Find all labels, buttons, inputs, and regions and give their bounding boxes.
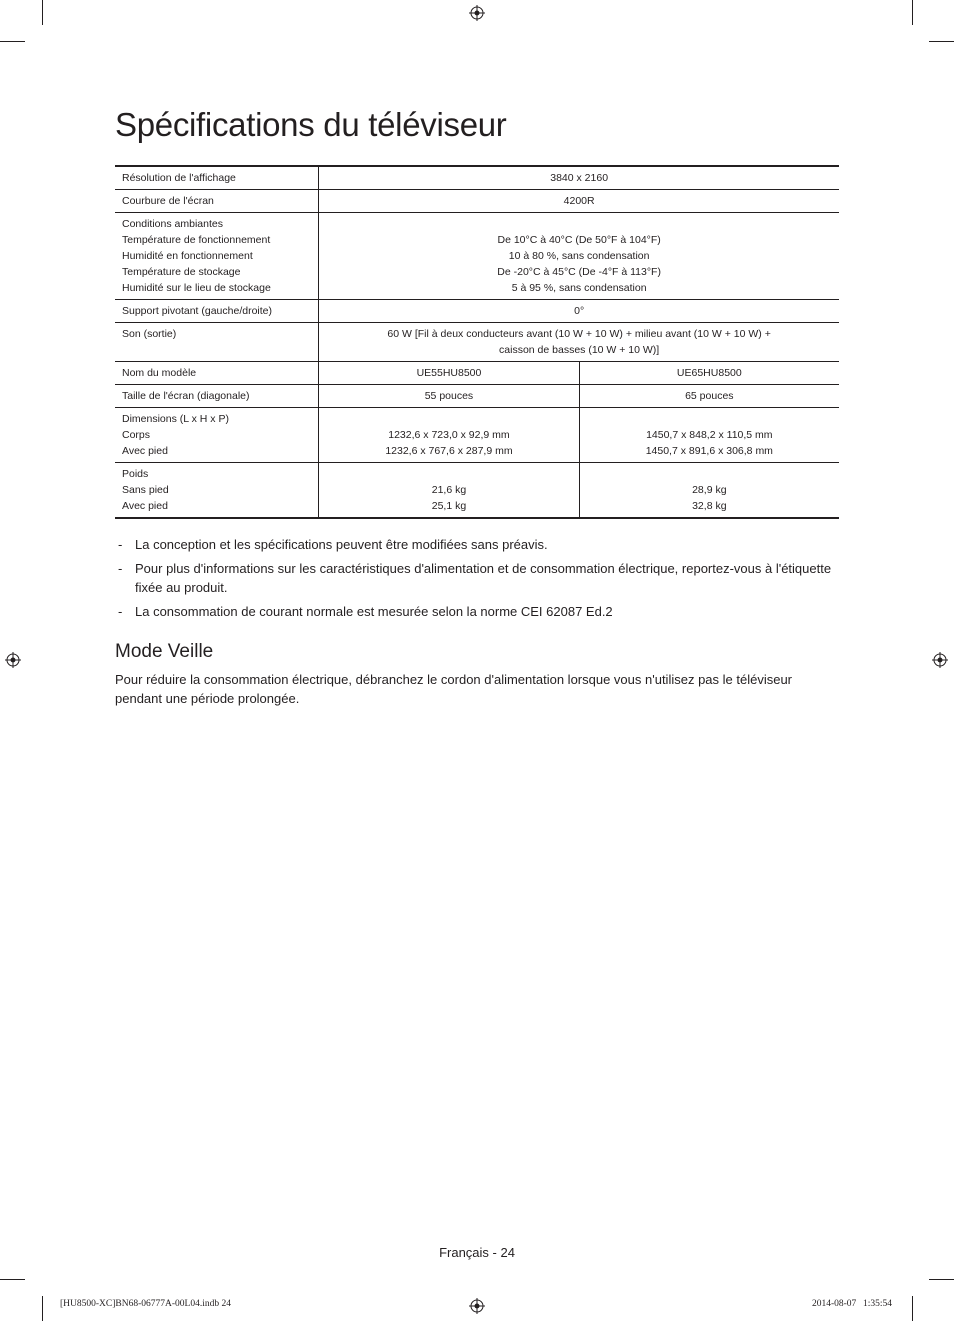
note-dash: -	[118, 604, 123, 619]
spec-row	[115, 300, 839, 323]
spec-label-line: Poids	[122, 468, 149, 480]
spec-value-line: 0°	[574, 305, 585, 317]
crop-mark	[929, 41, 954, 42]
note-item	[115, 602, 839, 621]
note-dash: -	[118, 561, 123, 576]
notes-list	[115, 535, 839, 626]
spec-label-line: Courbure de l'écran	[122, 195, 214, 207]
spec-label	[115, 300, 319, 323]
crop-mark	[42, 0, 43, 25]
spec-label-line: Humidité sur le lieu de stockage	[122, 282, 271, 294]
spec-label-line: Support pivotant (gauche/droite)	[122, 305, 273, 317]
spec-value-line: 1450,7 x 848,2 x 110,5 mm	[646, 429, 773, 441]
spec-value	[579, 385, 839, 408]
spec-value-line: 65 pouces	[685, 390, 734, 402]
spec-value	[579, 408, 839, 463]
spec-value-line: 55 pouces	[424, 390, 474, 402]
standby-heading: Mode Veille	[115, 641, 214, 662]
spec-label-line: Nom du modèle	[122, 367, 197, 379]
spec-row	[115, 362, 839, 385]
spec-value-line: UE55HU8500	[416, 367, 482, 379]
spec-value-line: 4200R	[563, 195, 595, 207]
spec-value	[319, 463, 579, 519]
spec-value	[319, 190, 839, 213]
spec-value-line: caisson de basses (10 W + 10 W)]	[499, 344, 660, 356]
spec-table	[115, 165, 839, 519]
spec-value-line: 1232,6 x 723,0 x 92,9 mm	[388, 429, 510, 441]
spec-value-line	[326, 216, 832, 232]
spec-value-line: 60 W [Fil à deux conducteurs avant (10 W + 10 W) + milieu avant (10 W + 10 W) +	[387, 328, 771, 340]
spec-value	[579, 362, 839, 385]
spec-row	[115, 408, 839, 463]
spec-value-line: 1450,7 x 891,6 x 306,8 mm	[645, 445, 773, 457]
spec-label-line: Corps	[122, 429, 151, 441]
spec-label	[115, 213, 319, 300]
spec-label-line: Conditions ambiantes	[122, 218, 223, 230]
spec-row	[115, 323, 839, 362]
spec-value-line	[326, 466, 571, 482]
registration-mark-icon	[932, 652, 948, 668]
spec-label-line: Dimensions (L x H x P)	[122, 413, 229, 425]
spec-value-line: De -20°C à 45°C (De -4°F à 113°F)	[497, 266, 661, 278]
spec-value-line	[326, 411, 571, 427]
spec-label-line: Son (sortie)	[122, 328, 177, 340]
spec-value-line	[587, 466, 832, 482]
note-text: La conception et les spécifications peuvent être modifiées sans préavis.	[135, 537, 548, 552]
spec-value	[319, 300, 839, 323]
spec-label-line: Avec pied	[122, 445, 168, 457]
crop-mark	[42, 1296, 43, 1321]
spec-row	[115, 166, 839, 190]
spec-label-line: Température de fonctionnement	[122, 234, 271, 246]
registration-mark-icon	[5, 652, 21, 668]
spec-value-line: 32,8 kg	[692, 500, 727, 512]
spec-label	[115, 190, 319, 213]
crop-mark	[0, 41, 25, 42]
spec-value-line: 1232,6 x 767,6 x 287,9 mm	[385, 445, 513, 457]
spec-label-line: Humidité en fonctionnement	[122, 250, 253, 262]
spec-label	[115, 362, 319, 385]
spec-value-line: 3840 x 2160	[550, 172, 609, 184]
spec-value	[319, 213, 839, 300]
spec-value-line	[587, 411, 832, 427]
registration-mark-icon	[469, 5, 485, 21]
spec-row	[115, 463, 839, 519]
crop-mark	[0, 1279, 25, 1280]
spec-label-line: Taille de l'écran (diagonale)	[122, 390, 250, 402]
spec-label	[115, 463, 319, 519]
note-text: La consommation de courant normale est mesurée selon la norme CEI 62087 Ed.2	[135, 604, 613, 619]
crop-mark	[929, 1279, 954, 1280]
crop-mark	[912, 0, 913, 25]
spec-row	[115, 190, 839, 213]
note-dash: -	[118, 537, 123, 552]
spec-value	[319, 323, 839, 362]
spec-label	[115, 385, 319, 408]
spec-value-line: 25,1 kg	[431, 500, 467, 512]
spec-value	[579, 463, 839, 519]
spec-value	[319, 408, 579, 463]
spec-label	[115, 166, 319, 190]
spec-value-line: 5 à 95 %, sans condensation	[511, 282, 647, 294]
spec-value-line: 28,9 kg	[692, 484, 727, 496]
spec-label-line: Résolution de l'affichage	[122, 172, 236, 184]
print-slug-file: [HU8500-XC]BN68-06777A-00L04.indb 24	[60, 1299, 231, 1309]
spec-value	[319, 166, 839, 190]
page-title: Spécifications du téléviseur	[115, 106, 507, 143]
spec-label	[115, 323, 319, 362]
spec-value-line: UE65HU8500	[676, 367, 742, 379]
note-text: Pour plus d'informations sur les caractéristiques d'alimentation et de consommation électrique, reportez-vous à l'étiquette fixée au produit.	[135, 561, 832, 595]
print-slug-date: 2014-08-07 1:35:54	[811, 1299, 892, 1309]
spec-value	[319, 385, 579, 408]
page-number: Français - 24	[439, 1245, 515, 1260]
registration-mark-icon	[469, 1298, 485, 1314]
note-item	[115, 535, 839, 554]
crop-mark	[912, 1296, 913, 1321]
spec-row	[115, 213, 839, 300]
spec-label-line: Sans pied	[122, 484, 169, 496]
spec-value-line: 21,6 kg	[431, 484, 467, 496]
spec-value-line: 10 à 80 %, sans condensation	[508, 250, 650, 262]
spec-value-line: De 10°C à 40°C (De 50°F à 104°F)	[497, 234, 661, 246]
spec-label-line: Température de stockage	[122, 266, 241, 278]
standby-text: Pour réduire la consommation électrique, débranchez le cordon d'alimentation lorsque vous n'utilisez pas le téléviseur pendant une période prolongée.	[115, 672, 793, 706]
spec-value	[319, 362, 579, 385]
spec-label	[115, 408, 319, 463]
note-item	[115, 559, 839, 597]
spec-label-line: Avec pied	[122, 500, 168, 512]
spec-row	[115, 385, 839, 408]
